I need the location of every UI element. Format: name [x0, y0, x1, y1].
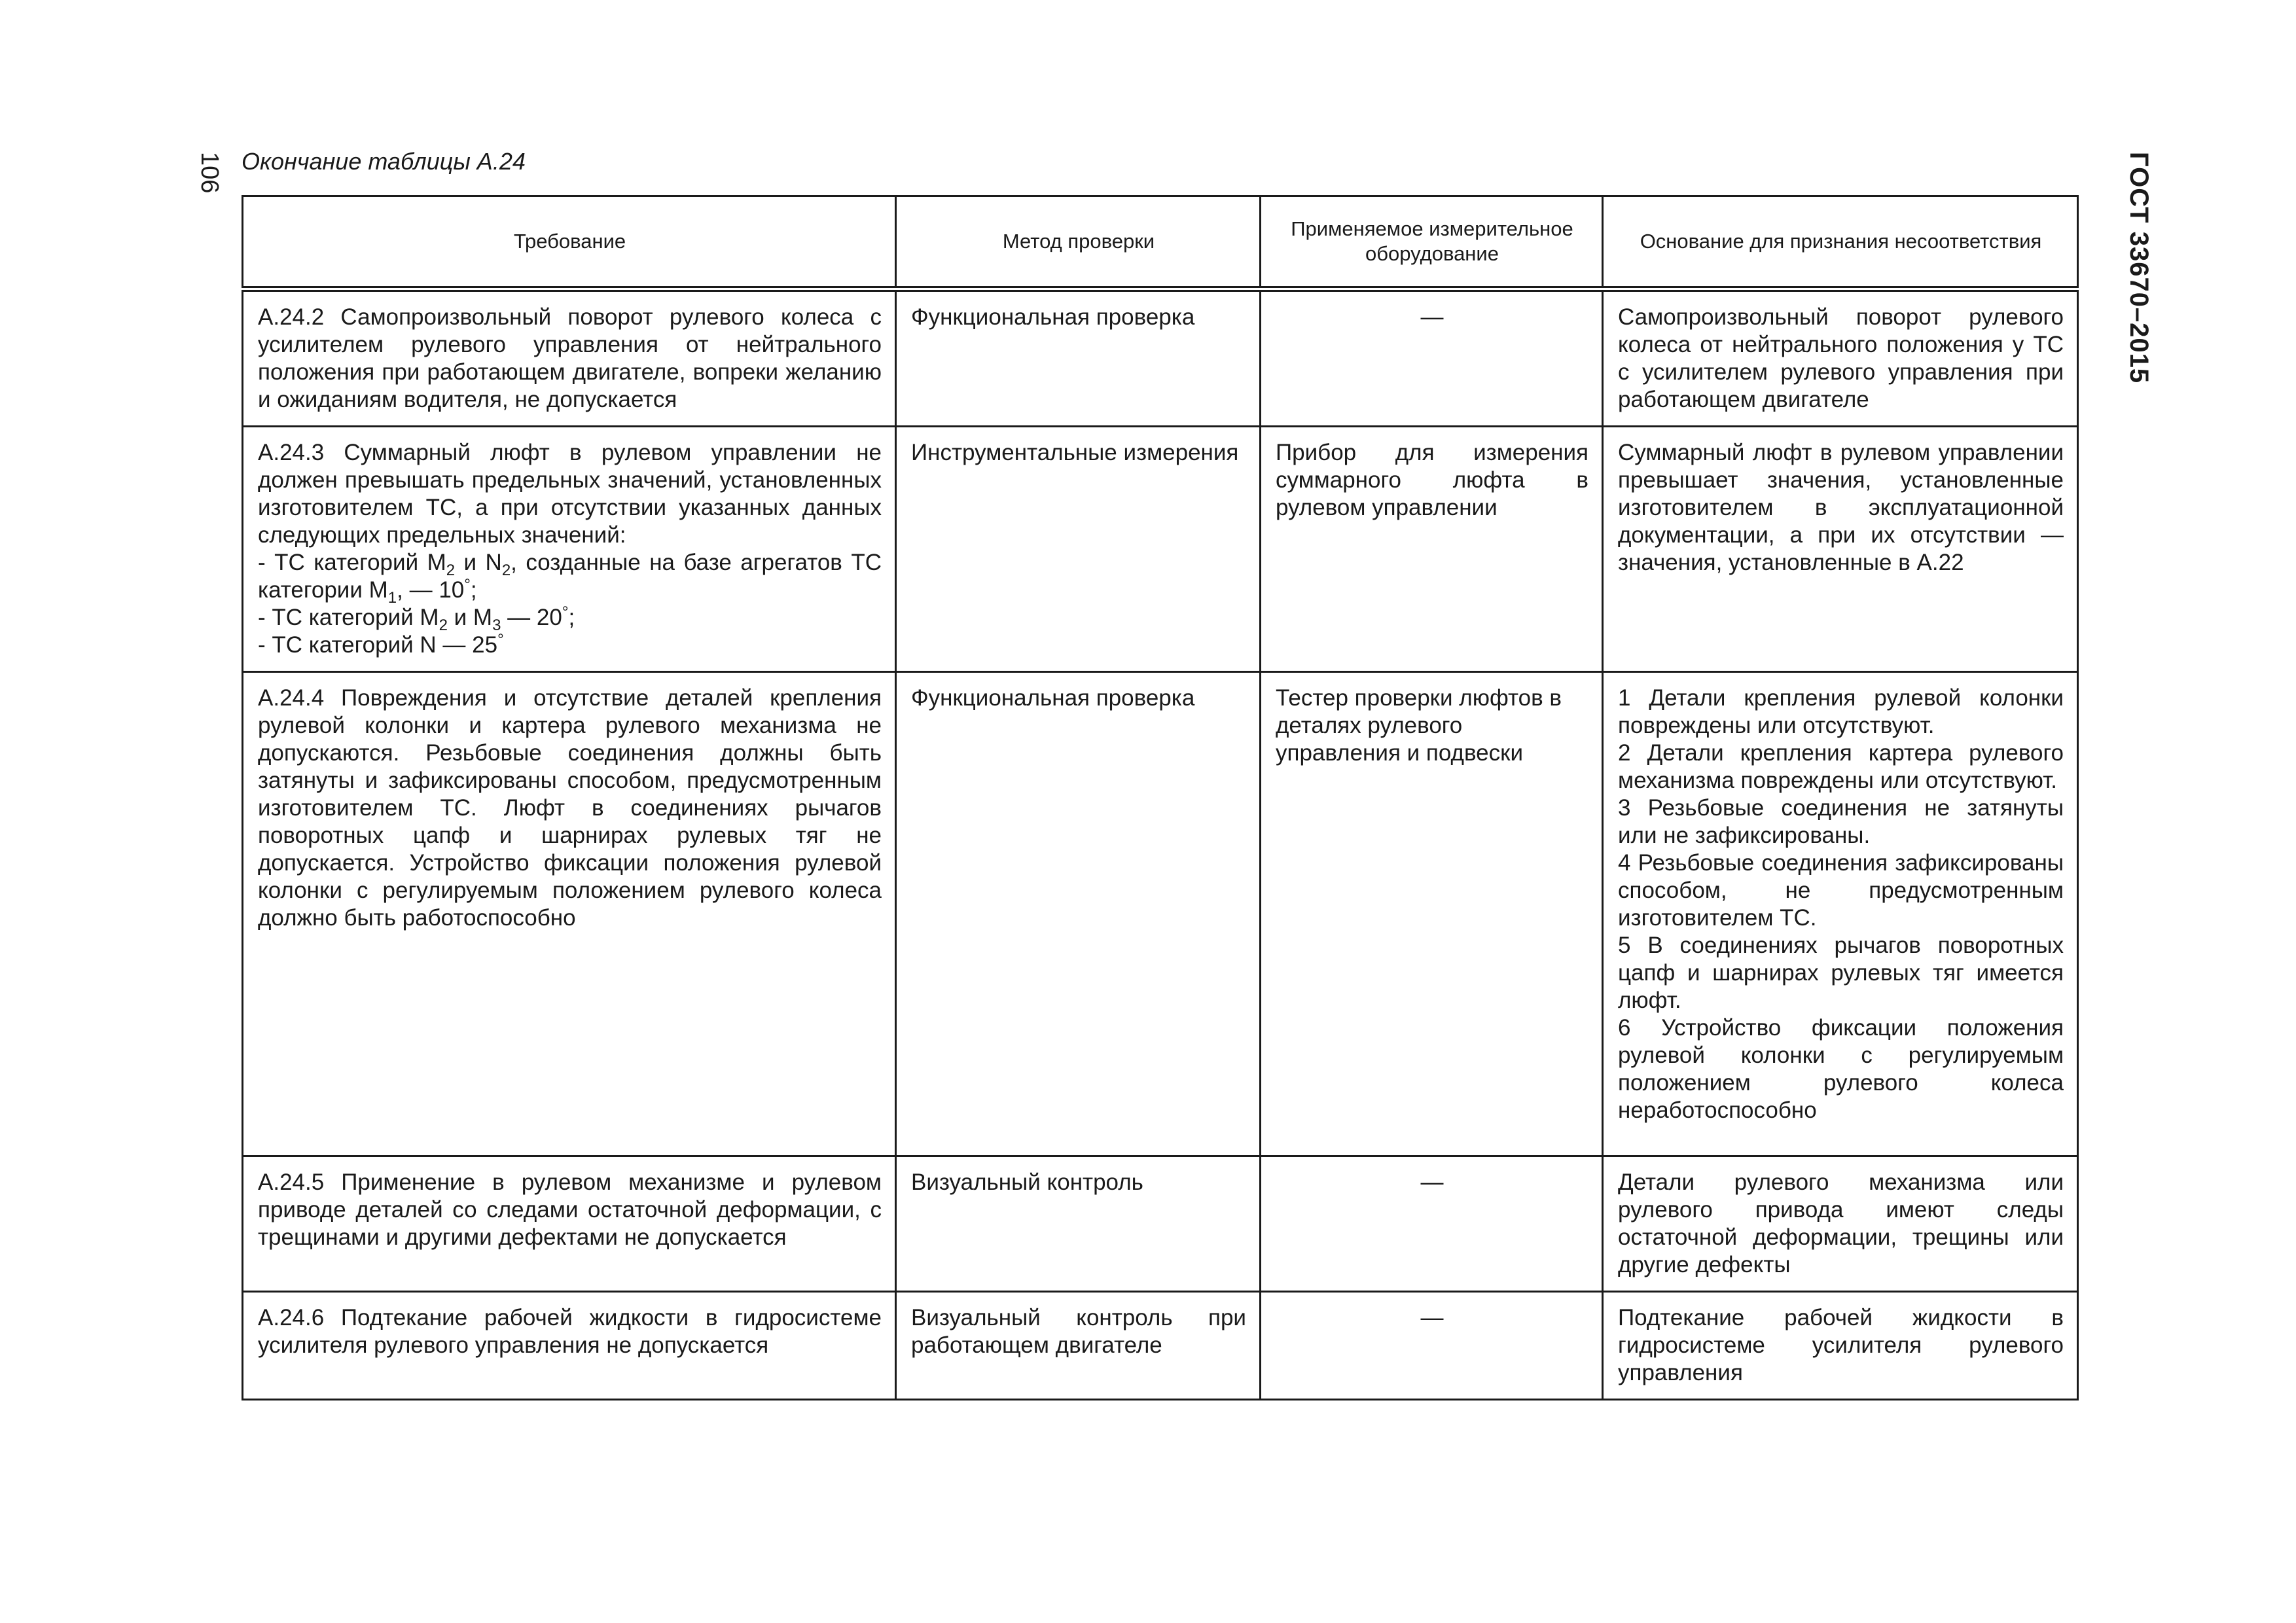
requirement-item: - ТС категорий $M_2$ и $M_3$ — 20°;: [258, 603, 575, 634]
requirement-cell: А.24.2 Самопроизвольный поворот рулевого колеса с усилителем рулевого управления от нейтрального положения при работающем двигателе, вопреки желанию и ожиданиям водителя, не допускается: [243, 289, 896, 427]
nonconformity-cell: Самопроизвольный поворот рулевого колеса от нейтрального положения у ТС с усилителем рулевого управления при работающем двигателе: [1603, 289, 2078, 427]
nonconformity-item: 3 Резьбовые соединения не затянуты или не зафиксированы.: [1618, 795, 2064, 848]
document-code: ГОСТ 33670–2015: [2125, 152, 2153, 384]
requirements-table: [242, 195, 2079, 1400]
equipment-cell: Прибор для измерения суммарного люфта в рулевом управлении: [1261, 427, 1603, 672]
nonconformity-item: 2 Детали крепления картера рулевого механизма повреждены или отсутствуют.: [1618, 740, 2064, 793]
header-requirement: Требование: [243, 196, 896, 289]
requirement-cell: А.24.5 Применение в рулевом механизме и рулевом приводе деталей со следами остаточной деформации, с трещинами и другими дефектами не допускается: [243, 1156, 896, 1292]
method-cell: Визуальный контроль при работающем двигателе: [896, 1292, 1261, 1400]
equipment-cell: Тестер проверки люфтов в деталях рулевого управления и подвески: [1261, 672, 1603, 1156]
nonconformity-cell: Детали рулевого механизма или рулевого привода имеют следы остаточной деформации, трещины или другие дефекты: [1603, 1156, 2078, 1292]
header-method: Метод проверки: [896, 196, 1261, 289]
requirement-cell: [243, 427, 896, 672]
equipment-cell: —: [1261, 1292, 1603, 1400]
nonconformity-item: 1 Детали крепления рулевой колонки повреждены или отсутствуют.: [1618, 685, 2064, 738]
equipment-cell: —: [1261, 289, 1603, 427]
header-nonconformity: Основание для признания несоответствия: [1603, 196, 2078, 289]
nonconformity-item: 5 В соединениях рычагов поворотных цапф и шарнирах рулевых тяг имеется люфт.: [1618, 933, 2064, 1013]
table-row: [243, 1156, 2078, 1292]
method-cell: Инструментальные измерения: [896, 427, 1261, 672]
table-row: [243, 427, 2078, 672]
nonconformity-cell: Суммарный люфт в рулевом управлении превышает значения, установленные изготовителем в эксплуатационной документации, а при их отсутствии — значения, установленные в А.22: [1603, 427, 2078, 672]
page-number: 106: [196, 152, 223, 194]
nonconformity-cell: [1603, 672, 2078, 1156]
requirement-cell: А.24.6 Подтекание рабочей жидкости в гидросистеме усилителя рулевого управления не допускается: [243, 1292, 896, 1400]
header-equipment: Применяемое измерительное оборудование: [1261, 196, 1603, 289]
nonconformity-item: 4 Резьбовые соединения зафиксированы способом, не предусмотренным изготовителем ТС.: [1618, 850, 2064, 931]
method-cell: Функциональная проверка: [896, 289, 1261, 427]
table-header-row: [243, 196, 2078, 289]
method-cell: Функциональная проверка: [896, 672, 1261, 1156]
table-caption: Окончание таблицы А.24: [242, 148, 526, 175]
requirement-intro: А.24.3 Суммарный люфт в рулевом управлении не должен превышать предельных значений, установленных изготовителем ТС, а при отсутствии указанных данных следующих предельных значений:: [258, 440, 882, 548]
requirement-cell: А.24.4 Повреждения и отсутствие деталей крепления рулевой колонки и картера рулевого механизма не допускаются. Резьбовые соединения должны быть затянуты и зафиксированы способом, предусмотренным изготовителем ТС. Люфт в соединениях рычагов поворотных цапф и шарнирах рулевых тяг не допускается. Устройство фиксации положения рулевой колонки с регулируемым положением рулевого колеса должно быть работоспособно: [243, 672, 896, 1156]
nonconformity-cell: Подтекание рабочей жидкости в гидросистеме усилителя рулевого управления: [1603, 1292, 2078, 1400]
equipment-cell: —: [1261, 1156, 1603, 1292]
requirement-item: - ТС категорий $M_2$ и $N_2$, созданные на базе агрегатов ТС категории $M_1$, — 10°;: [258, 550, 882, 607]
table-row: [243, 672, 2078, 1156]
method-cell: Визуальный контроль: [896, 1156, 1261, 1292]
nonconformity-item: 6 Устройство фиксации положения рулевой колонки с регулируемым положением рулевого колеса неработоспособно: [1618, 1015, 2064, 1123]
requirement-item: - ТС категорий N — 25°: [258, 631, 504, 658]
table-row: [243, 289, 2078, 427]
table-row: [243, 1292, 2078, 1400]
